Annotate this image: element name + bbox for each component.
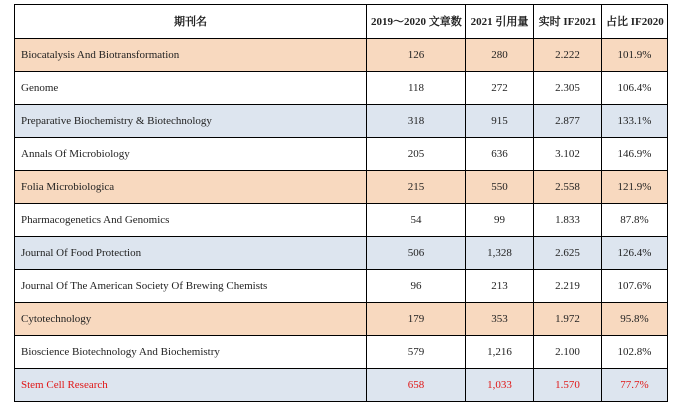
article-count: 205 (367, 138, 466, 171)
article-count: 96 (367, 270, 466, 303)
citation-count: 280 (466, 39, 534, 72)
citation-count: 1,328 (466, 237, 534, 270)
journal-name: Journal Of The American Society Of Brewing Chemists (15, 270, 367, 303)
if-ratio-value: 77.7% (602, 369, 668, 402)
article-count: 179 (367, 303, 466, 336)
journal-name: Folia Microbiologica (15, 171, 367, 204)
if-ratio-value: 126.4% (602, 237, 668, 270)
citation-count: 1,033 (466, 369, 534, 402)
if-ratio-value: 133.1% (602, 105, 668, 138)
citation-count: 353 (466, 303, 534, 336)
table-row (15, 303, 668, 336)
journal-name: Cytotechnology (15, 303, 367, 336)
header-realtime-if2021: 实时 IF2021 (534, 5, 602, 39)
if-ratio-value: 102.8% (602, 336, 668, 369)
table-row (15, 237, 668, 270)
citation-count: 550 (466, 171, 534, 204)
article-count: 579 (367, 336, 466, 369)
journal-name: Genome (15, 72, 367, 105)
citation-count: 99 (466, 204, 534, 237)
header-journal-name: 期刊名 (15, 5, 367, 39)
citation-count: 272 (466, 72, 534, 105)
citation-count: 1,216 (466, 336, 534, 369)
header-ratio-if2020: 占比 IF2020 (602, 5, 668, 39)
if-2021-value: 2.305 (534, 72, 602, 105)
table-row (15, 336, 668, 369)
journal-name: Biocatalysis And Biotransformation (15, 39, 367, 72)
article-count: 118 (367, 72, 466, 105)
if-2021-value: 2.222 (534, 39, 602, 72)
table-row (15, 72, 668, 105)
article-count: 658 (367, 369, 466, 402)
table-row (15, 39, 668, 72)
citation-count: 636 (466, 138, 534, 171)
header-citations-2021: 2021 引用量 (466, 5, 534, 39)
journal-name: Bioscience Biotechnology And Biochemistry (15, 336, 367, 369)
if-2021-value: 3.102 (534, 138, 602, 171)
journal-name: Stem Cell Research (15, 369, 367, 402)
if-2021-value: 1.570 (534, 369, 602, 402)
article-count: 54 (367, 204, 466, 237)
if-ratio-value: 146.9% (602, 138, 668, 171)
if-2021-value: 1.833 (534, 204, 602, 237)
if-2021-value: 2.100 (534, 336, 602, 369)
if-ratio-value: 121.9% (602, 171, 668, 204)
journal-name: Preparative Biochemistry & Biotechnology (15, 105, 367, 138)
if-ratio-value: 107.6% (602, 270, 668, 303)
if-2021-value: 2.625 (534, 237, 602, 270)
if-ratio-value: 95.8% (602, 303, 668, 336)
journal-if-table (14, 4, 668, 402)
article-count: 506 (367, 237, 466, 270)
table-row (15, 138, 668, 171)
journal-name: Annals Of Microbiology (15, 138, 367, 171)
journal-name: Journal Of Food Protection (15, 237, 367, 270)
article-count: 215 (367, 171, 466, 204)
table-row (15, 270, 668, 303)
citation-count: 213 (466, 270, 534, 303)
if-ratio-value: 101.9% (602, 39, 668, 72)
article-count: 126 (367, 39, 466, 72)
header-articles-2019-2020: 2019～2020 文章数 (367, 5, 466, 39)
if-ratio-value: 106.4% (602, 72, 668, 105)
table-row (15, 171, 668, 204)
if-ratio-value: 87.8% (602, 204, 668, 237)
table-row-highlighted (15, 369, 668, 402)
article-count: 318 (367, 105, 466, 138)
journal-name: Pharmacogenetics And Genomics (15, 204, 367, 237)
citation-count: 915 (466, 105, 534, 138)
table-row (15, 204, 668, 237)
table-header-row (15, 5, 668, 39)
if-2021-value: 2.558 (534, 171, 602, 204)
table-row (15, 105, 668, 138)
if-2021-value: 2.219 (534, 270, 602, 303)
if-2021-value: 2.877 (534, 105, 602, 138)
if-2021-value: 1.972 (534, 303, 602, 336)
